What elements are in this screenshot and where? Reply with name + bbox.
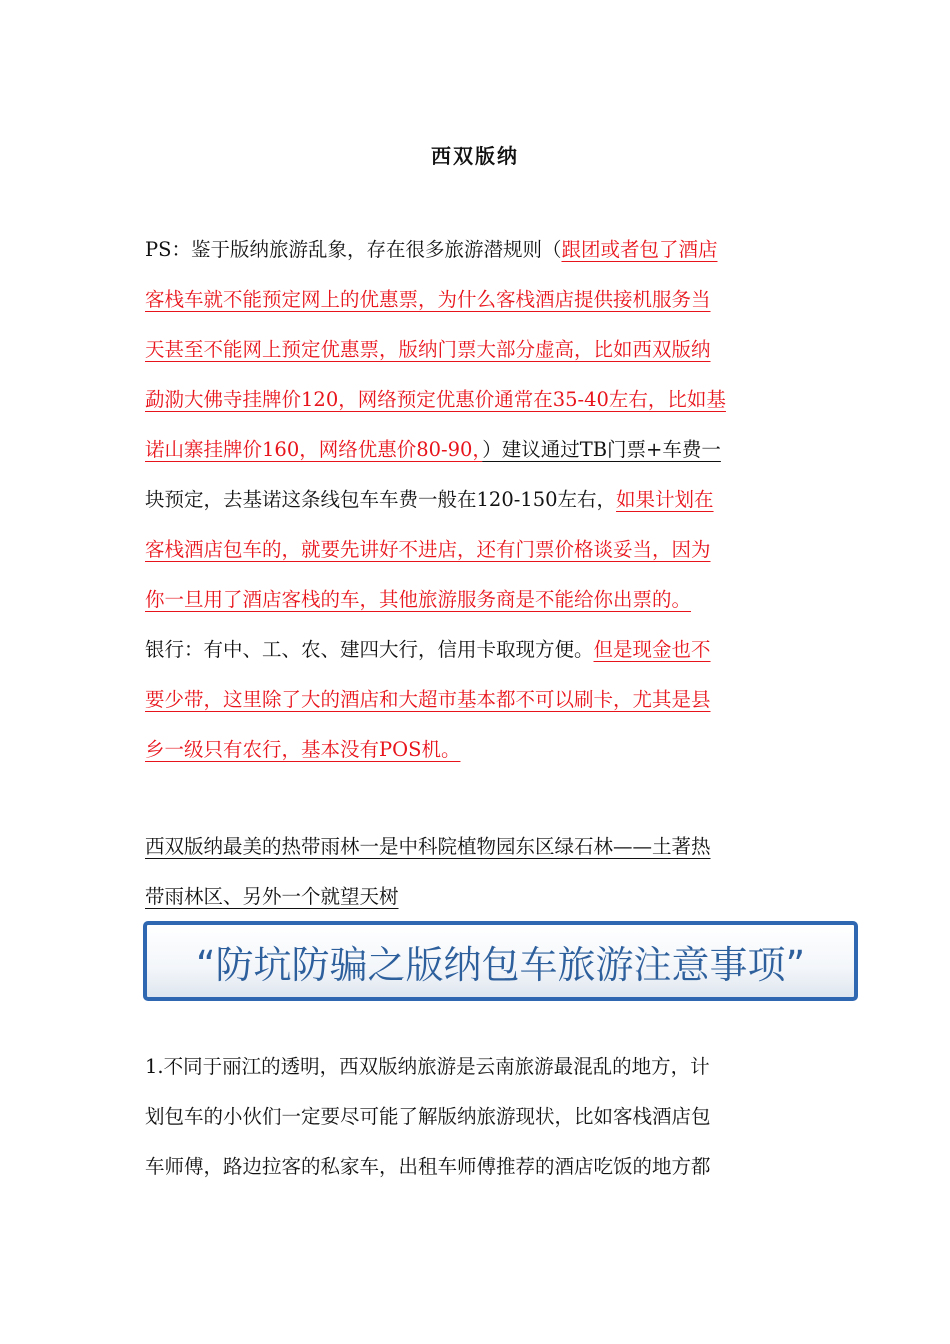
- ps-line-3: [145, 325, 810, 375]
- item-1-paragraph: [145, 1042, 810, 1192]
- ps-line-2: [145, 275, 810, 325]
- bank-text-red: 要少带，这里除了大的酒店和大超市基本都不可以刷卡，尤其是县: [145, 688, 711, 711]
- item-1-text: 划包车的小伙们一定要尽可能了解版纳旅游现状，比如客栈酒店包: [145, 1105, 711, 1128]
- bank-text-black: 银行：有中、工、农、建四大行，信用卡取现方便。: [145, 638, 594, 661]
- ps-text-red: 客栈酒店包车的，就要先讲好不进店，还有门票价格谈妥当，因为: [145, 538, 711, 561]
- ps-line-6: [145, 475, 810, 525]
- ps-text-black: PS：鉴于版纳旅游乱象，存在很多旅游潜规则（: [145, 238, 562, 261]
- bank-text-red: 乡一级只有农行，基本没有POS机。: [145, 738, 461, 761]
- item-1-line-3: [145, 1142, 810, 1192]
- bank-line-2: [145, 675, 810, 725]
- rainforest-line-2: [145, 872, 810, 922]
- ps-line-7: [145, 525, 810, 575]
- ps-line-8: [145, 575, 810, 625]
- ps-text-red: 诺山寨挂牌价160，网络优惠价80-90，: [145, 438, 483, 461]
- item-1-text: 车师傅，路边拉客的私家车，出租车师傅推荐的酒店吃饭的地方都: [145, 1155, 711, 1178]
- ps-text-red: 勐泐大佛寺挂牌价120，网络预定优惠价通常在35-40左右，比如基: [145, 388, 726, 411]
- rainforest-line-1: [145, 822, 810, 872]
- section-banner: [143, 921, 858, 1001]
- ps-paragraph: [145, 225, 810, 775]
- ps-line-4: [145, 375, 810, 425]
- rainforest-text: 带雨林区、另外一个就望天树: [145, 885, 399, 908]
- page-title: 西双版纳: [431, 144, 519, 168]
- ps-line-5: [145, 425, 810, 475]
- bank-line-3: [145, 725, 810, 775]
- ps-text-red: 如果计划在: [616, 488, 714, 511]
- ps-text-black: 块预定，去基诺这条线包车车费一般在120-150左右，: [145, 488, 617, 511]
- item-1-line-2: [145, 1092, 810, 1142]
- rainforest-paragraph: [145, 822, 810, 922]
- item-1-text: 1.不同于丽江的透明，西双版纳旅游是云南旅游最混乱的地方，计: [145, 1055, 710, 1078]
- item-1-line-1: [145, 1042, 810, 1092]
- ps-text-black: ）建议通过TB门票+车费一: [482, 438, 721, 461]
- ps-text-red: 你一旦用了酒店客栈的车，其他旅游服务商是不能给你出票的。: [145, 588, 692, 611]
- ps-text-red: 天甚至不能网上预定优惠票，版纳门票大部分虚高，比如西双版纳: [145, 338, 711, 361]
- rainforest-text: 西双版纳最美的热带雨林一是中科院植物园东区绿石林——土著热: [145, 835, 711, 858]
- bank-line-1: [145, 625, 810, 675]
- ps-text-red: 跟团或者包了酒店: [561, 238, 718, 261]
- banner-title: “防坑防骗之版纳包车旅游注意事项”: [195, 942, 806, 987]
- ps-line-1: [145, 225, 810, 275]
- bank-text-red: 但是现金也不: [593, 638, 711, 661]
- ps-text-red: 客栈车就不能预定网上的优惠票，为什么客栈酒店提供接机服务当: [145, 288, 711, 311]
